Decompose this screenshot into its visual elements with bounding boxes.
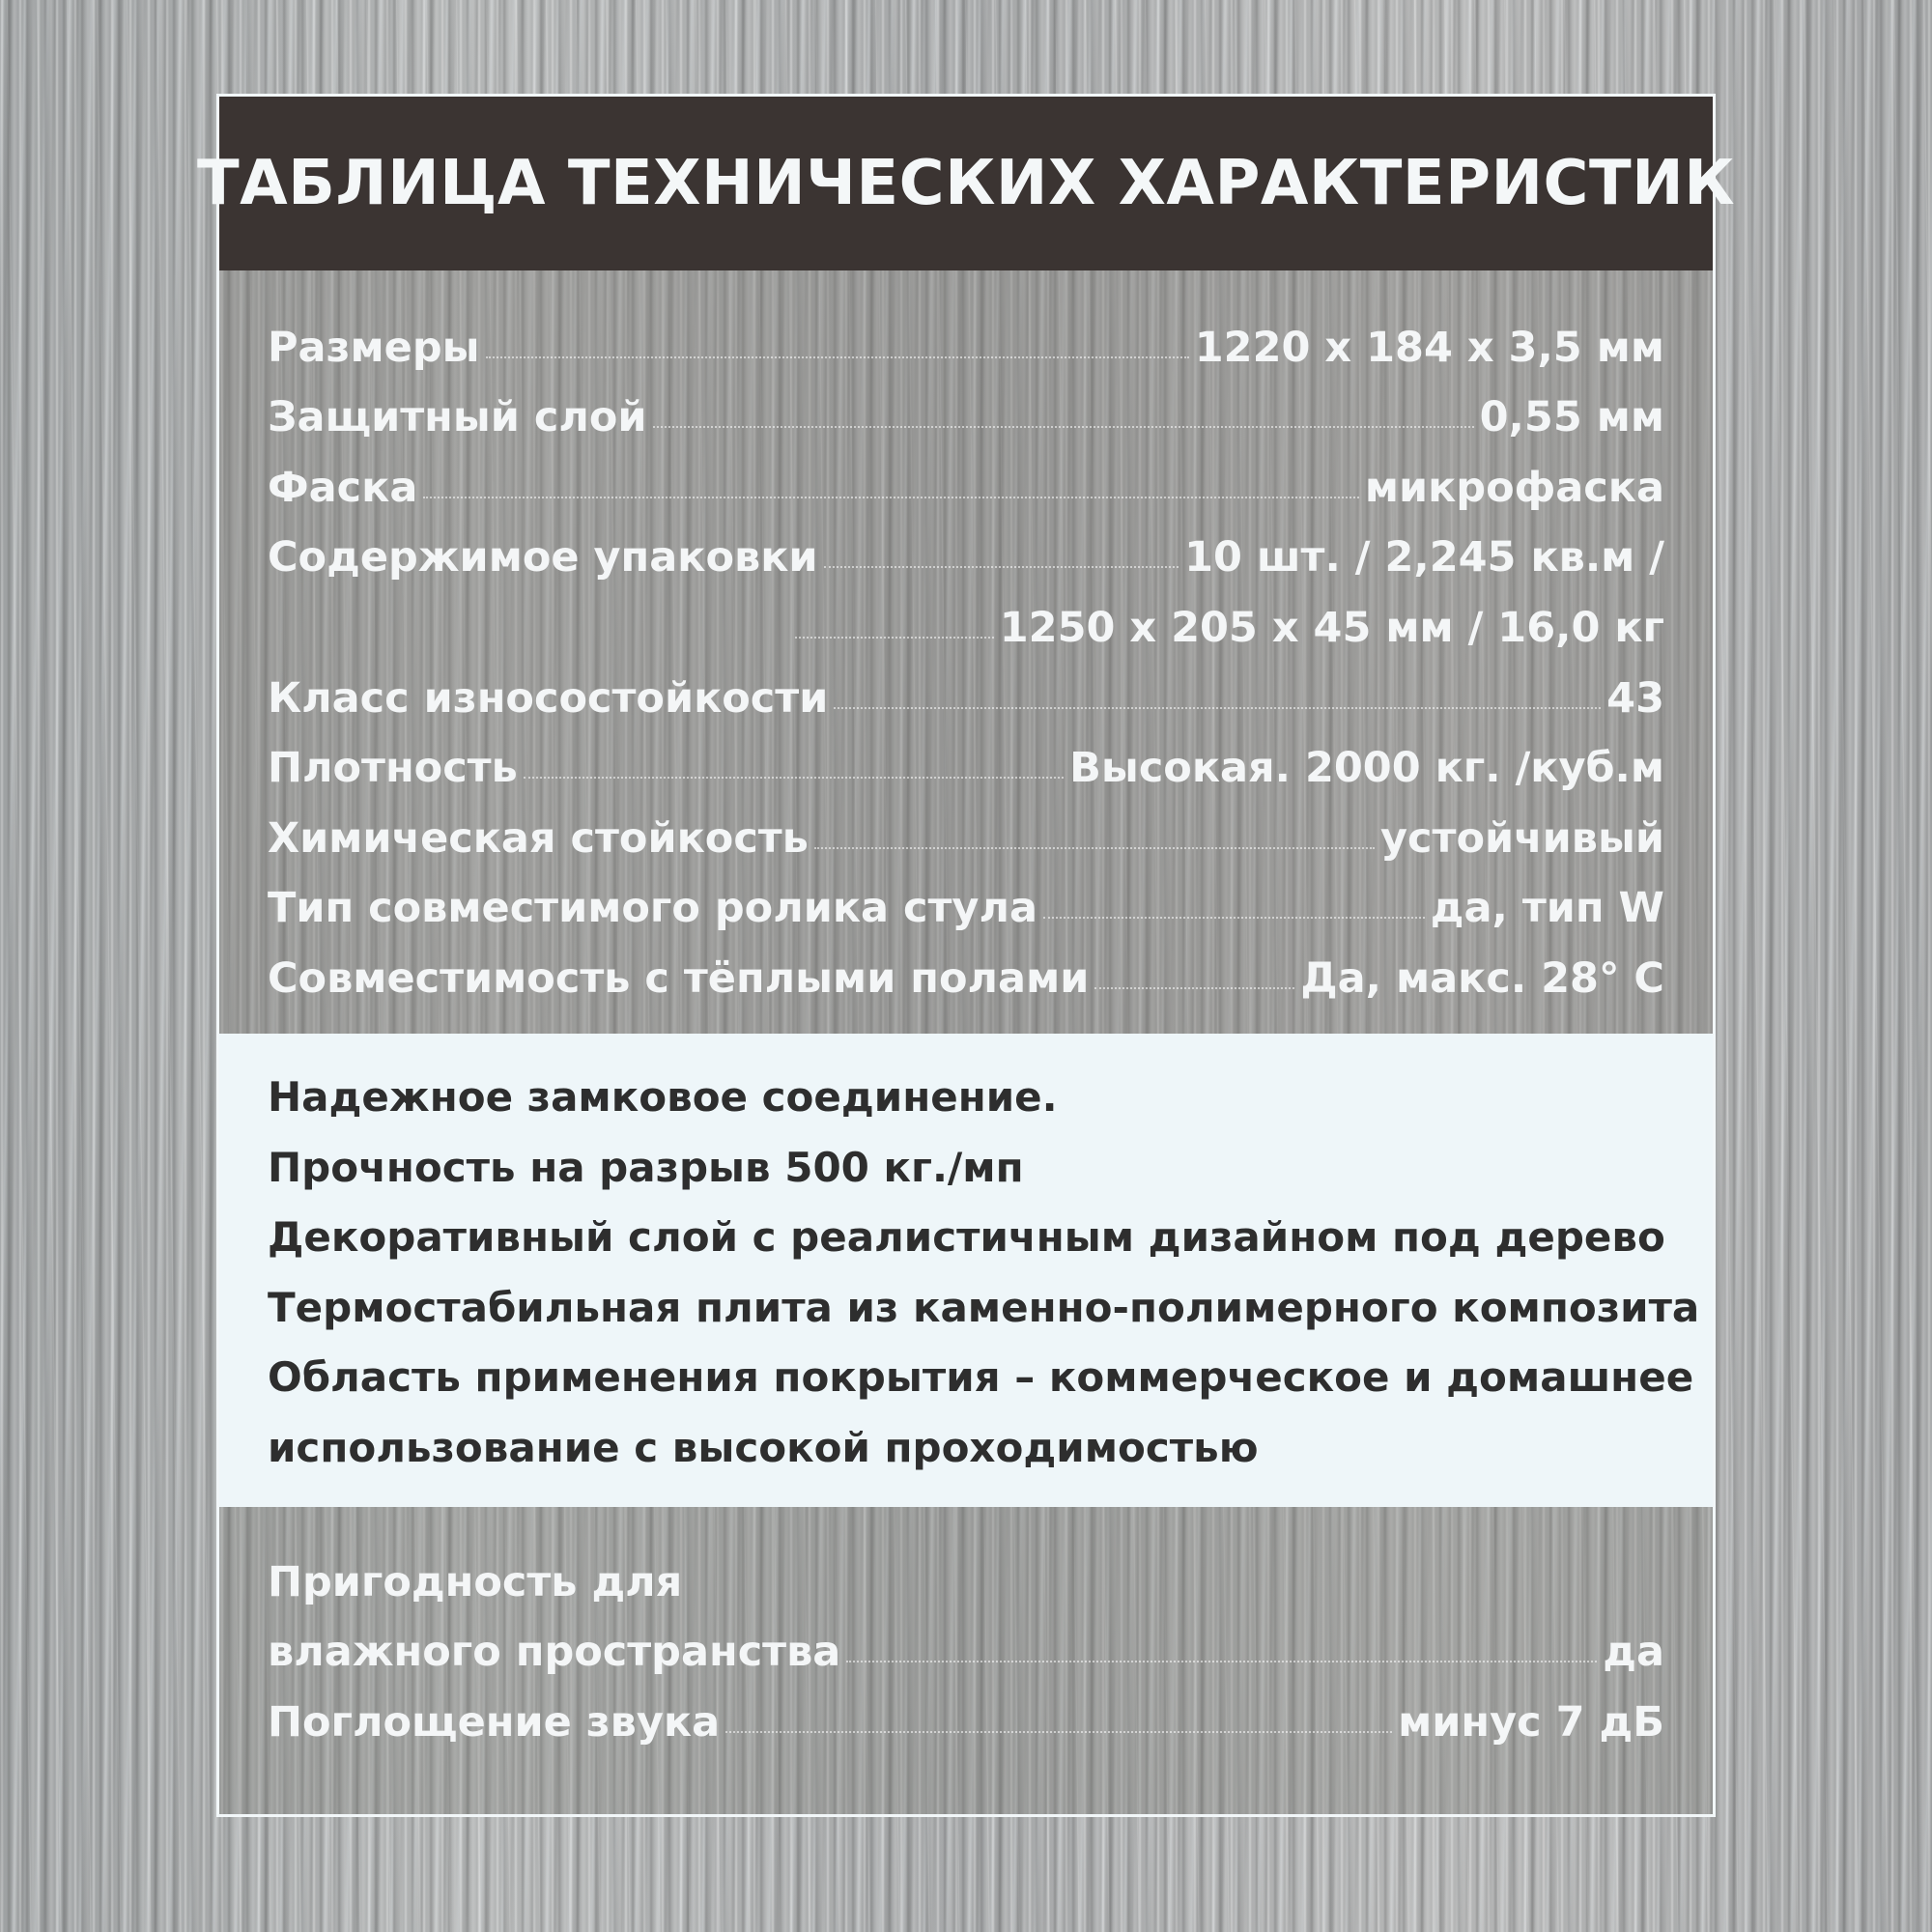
spec-label: Совместимость с тёплыми полами [268, 953, 1090, 1003]
spec-label: Тип совместимого ролика стула [268, 884, 1037, 933]
spec-row-package [268, 512, 1664, 582]
spec-list [268, 301, 1664, 1003]
spec-row-moisture [268, 1606, 1664, 1677]
spec-label: Защитный слой [268, 393, 647, 442]
spec-value: минус 7 дБ [1398, 1697, 1664, 1747]
spec-value: микрофаска [1364, 463, 1664, 512]
moisture-sound-section [219, 1507, 1713, 1814]
spec-value: 1220 х 184 х 3,5 мм [1194, 323, 1664, 372]
spec-row-size [268, 301, 1664, 372]
header-bar [196, 97, 1736, 270]
spec-row-package-cont [268, 582, 1664, 652]
feature-list [268, 1063, 1700, 1484]
spec-value: устойчивый [1380, 813, 1664, 863]
spec-label: влажного пространства [268, 1628, 841, 1677]
feature-line: использование с высокой проходимостью [268, 1423, 1259, 1471]
leader-dots [653, 426, 1474, 428]
spec-label: Химическая стойкость [268, 813, 809, 863]
spec-label: Содержимое упаковки [268, 533, 818, 582]
spec-row-wear-class [268, 652, 1664, 723]
spec-value: 43 [1606, 673, 1664, 723]
spec-value: 10 шт. / 2,245 кв.м / [1184, 533, 1664, 582]
page-title: ТАБЛИЦА ТЕХНИЧЕСКИХ ХАРАКТЕРИСТИК [196, 148, 1736, 219]
leader-dots [846, 1661, 1597, 1662]
spec-value: да [1603, 1628, 1664, 1677]
spec-value: 0,55 мм [1479, 393, 1664, 442]
spec-label: Плотность [268, 744, 518, 793]
spec-label: Пригодность для [268, 1557, 683, 1606]
spec-row-bevel [268, 441, 1664, 512]
spec-card [196, 94, 1736, 1817]
leader-dots [486, 356, 1189, 358]
spec-row-density [268, 723, 1664, 793]
spec-label: Фаска [268, 463, 418, 512]
spec-row-underfloor-heating [268, 932, 1664, 1003]
spec-label: Поглощение звука [268, 1697, 721, 1747]
spec-row-moisture-heading [268, 1536, 1664, 1606]
leader-dots [1043, 917, 1425, 919]
leader-dots [824, 566, 1179, 568]
spec-value: Высокая. 2000 кг. /куб.м [1069, 744, 1664, 793]
spec-value: 1250 х 205 х 45 мм / 16,0 кг [999, 603, 1664, 652]
feature-line: Надежное замковое соединение. [268, 1073, 1058, 1121]
leader-dots [795, 637, 994, 639]
leader-dots [814, 847, 1375, 849]
leader-dots [725, 1731, 1392, 1733]
spec-row-wear-layer [268, 372, 1664, 442]
feature-line: Прочность на разрыв 500 кг./мп [268, 1143, 1024, 1191]
features-section [219, 1034, 1713, 1507]
spec-row-sound [268, 1676, 1664, 1747]
spec-value: Да, макс. 28° С [1300, 953, 1664, 1003]
feature-line: Декоративный слой с реалистичным дизайном под дерево [268, 1213, 1665, 1262]
leader-dots [834, 707, 1601, 709]
leader-dots [1094, 987, 1294, 989]
spec-row-chemical [268, 792, 1664, 863]
leader-dots [423, 497, 1358, 498]
leader-dots [524, 777, 1064, 779]
spec-value: да, тип W [1430, 884, 1664, 933]
bottom-spec-list [268, 1536, 1664, 1747]
feature-line: Термостабильная плита из каменно-полимерного композита [268, 1283, 1700, 1331]
spec-label: Размеры [268, 323, 480, 372]
specs-section [219, 270, 1713, 1034]
spec-label: Класс износостойкости [268, 673, 829, 723]
spec-row-castor [268, 863, 1664, 933]
feature-line: Область применения покрытия – коммерческое и домашнее [268, 1353, 1694, 1402]
